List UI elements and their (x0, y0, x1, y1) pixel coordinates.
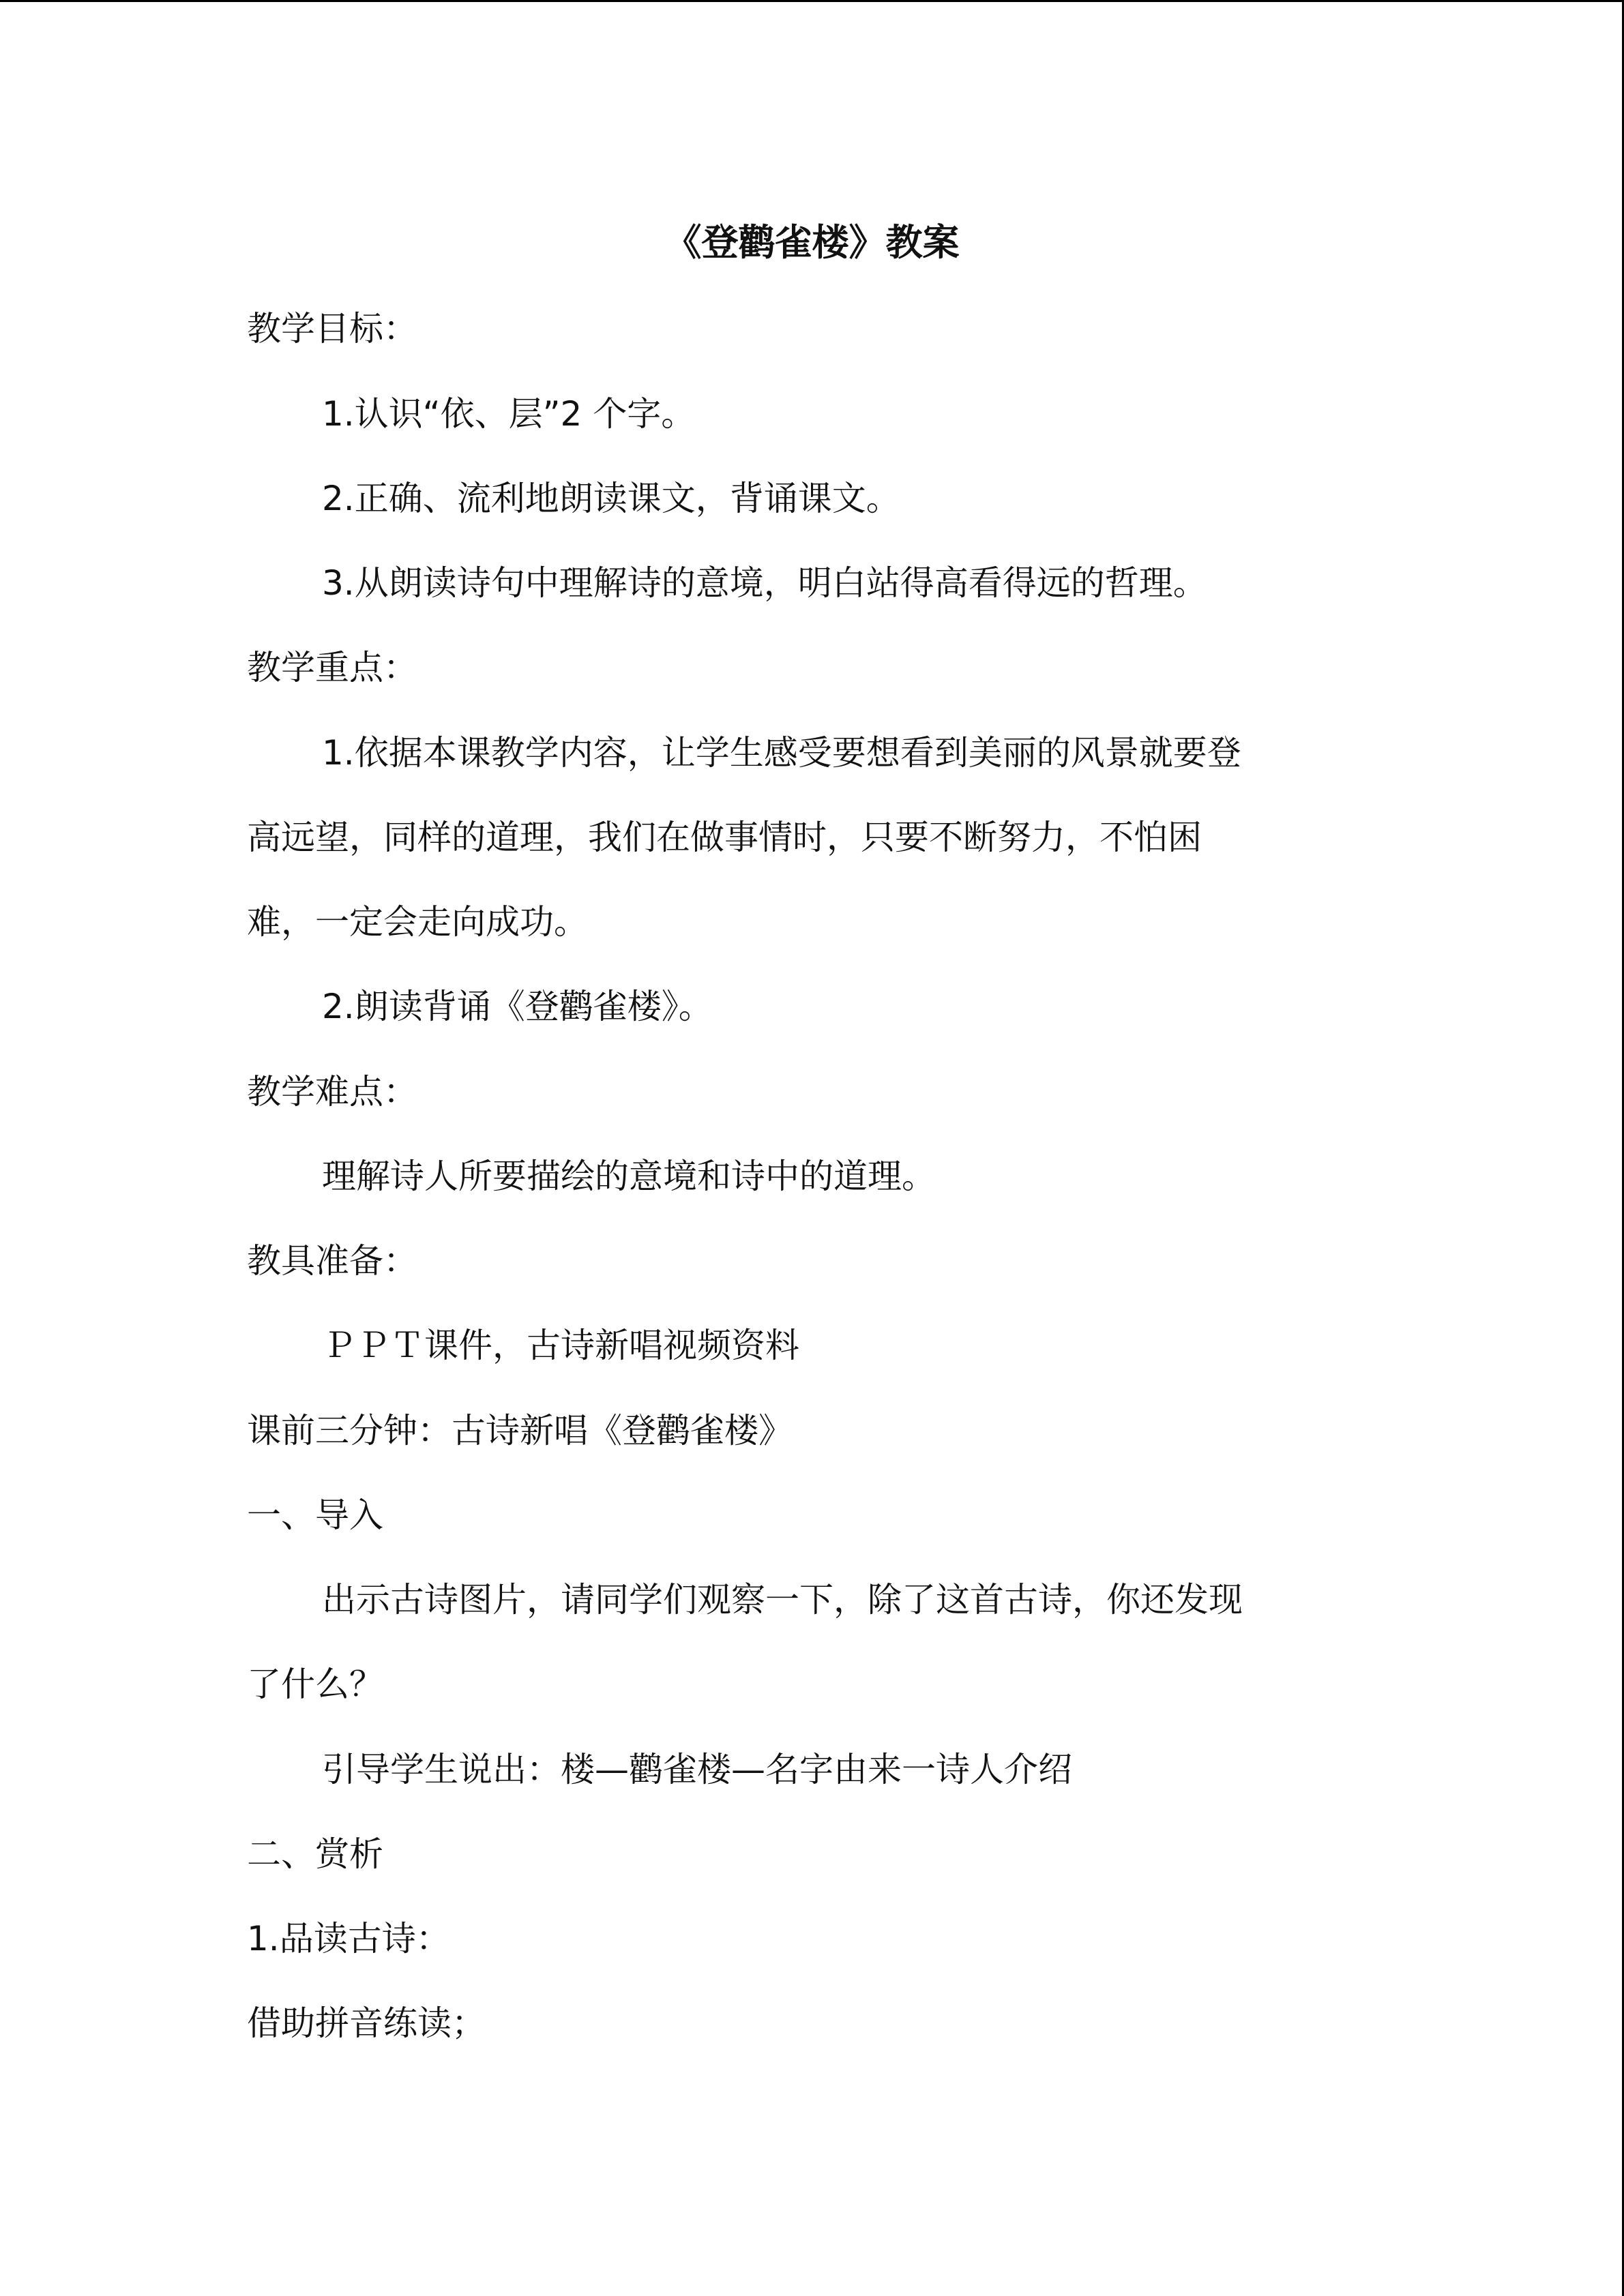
introduction-guide-line: 引导学生说出：楼—鹳雀楼—名字由来一诗人介绍 (322, 1750, 1072, 1789)
key-point-1-line-2: 高远望，同样的道理，我们在做事情时，只要不断努力，不怕困 (247, 818, 1202, 857)
introduction-paragraph-line-2: 了什么？ (247, 1665, 383, 1704)
section-heading-objectives: 教学目标： (247, 309, 417, 348)
section-heading-key-points: 教学重点： (247, 648, 417, 687)
key-point-1-line-1: 1.依据本课教学内容，让学生感受要想看到美丽的风景就要登 (322, 733, 1241, 773)
appreciation-step-1-detail: 借助拼音练读； (247, 2003, 486, 2043)
objective-item-1: 1.认识“依、层”2 个字。 (322, 394, 696, 434)
section-heading-materials: 教具准备： (247, 1241, 417, 1281)
warmup-line: 课前三分钟：古诗新唱《登鹳雀楼》 (247, 1411, 793, 1450)
section-heading-introduction: 一、导入 (247, 1495, 383, 1535)
appreciation-step-1: 1.品读古诗： (247, 1919, 450, 1958)
document-title: 《登鹳雀楼》教案 (664, 221, 960, 264)
difficulty-item: 理解诗人所要描绘的意境和诗中的道理。 (322, 1157, 936, 1196)
key-point-1-line-3: 难，一定会走向成功。 (247, 902, 588, 942)
section-heading-appreciation: 二、赏析 (247, 1834, 383, 1874)
introduction-paragraph-line-1: 出示古诗图片，请同学们观察一下，除了这首古诗，你还发现 (322, 1580, 1243, 1620)
objective-item-2: 2.正确、流利地朗读课文，背诵课文。 (322, 479, 900, 518)
materials-item: ＰＰＴ课件，古诗新唱视频资料 (322, 1326, 799, 1365)
objective-item-3: 3.从朗读诗句中理解诗的意境，明白站得高看得远的哲理。 (322, 563, 1207, 603)
key-point-2: 2.朗读背诵《登鹳雀楼》。 (322, 987, 713, 1026)
section-heading-difficulties: 教学难点： (247, 1072, 417, 1112)
